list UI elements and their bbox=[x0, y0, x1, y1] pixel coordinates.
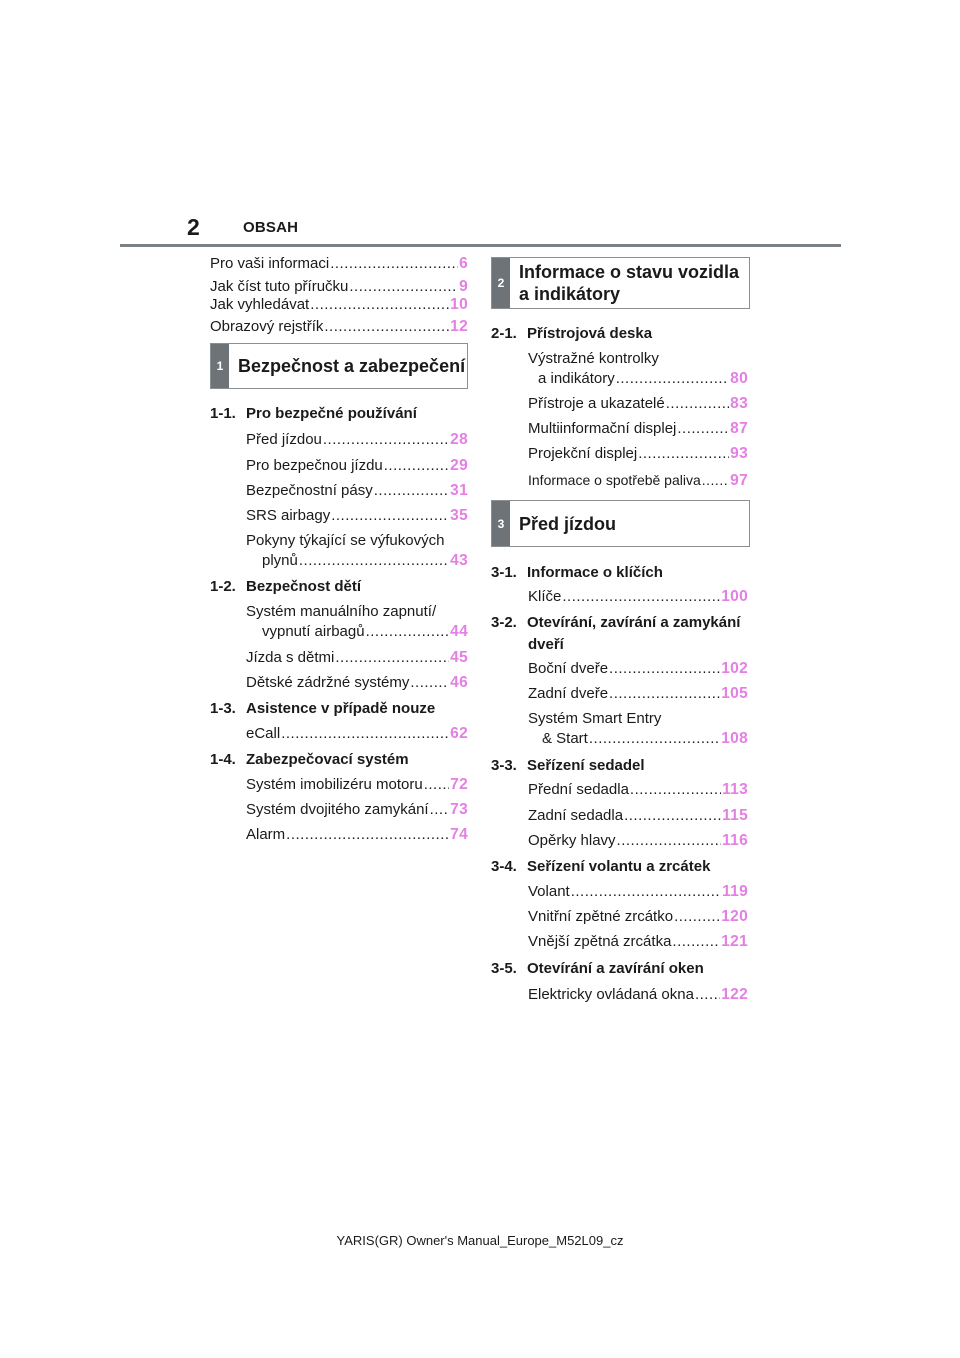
toc-entry-label: Boční dveře bbox=[528, 660, 609, 677]
toc-entry-label: Informace o spotřebě paliva bbox=[528, 472, 701, 488]
dot-leader bbox=[630, 780, 721, 800]
chapter-title: Informace o stavu vozidla a indikátory bbox=[519, 262, 740, 304]
section-heading: 3-1. Informace o klíčích bbox=[491, 564, 663, 581]
section-heading: 1-4. Zabezpečovací systém bbox=[210, 751, 409, 768]
dot-leader bbox=[702, 470, 729, 490]
toc-entry[interactable] bbox=[210, 317, 468, 337]
toc-entry-label: Přední sedadla bbox=[528, 781, 629, 798]
dot-leader bbox=[674, 907, 720, 927]
toc-entry[interactable] bbox=[246, 506, 468, 526]
dot-leader bbox=[323, 430, 449, 450]
toc-entry-label: Vnější zpětná zrcátka bbox=[528, 933, 672, 950]
toc-entry-label: Obrazový rejstřík bbox=[210, 318, 324, 335]
dot-leader bbox=[609, 659, 720, 679]
dot-leader bbox=[695, 985, 720, 1005]
toc-entry-label: eCall bbox=[246, 725, 281, 742]
header-divider bbox=[120, 244, 841, 247]
toc-entry-page[interactable]: 6 bbox=[459, 255, 468, 272]
toc-entry-label: Jízda s dětmi bbox=[246, 649, 335, 666]
dot-leader bbox=[299, 551, 449, 571]
dot-leader bbox=[617, 831, 722, 851]
footer-manual-id: YARIS(GR) Owner's Manual_Europe_M52L09_cz bbox=[336, 1233, 624, 1248]
toc-entry-page[interactable]: 44 bbox=[450, 623, 468, 640]
toc-entry[interactable] bbox=[528, 907, 748, 927]
toc-entry-page[interactable]: 12 bbox=[450, 318, 468, 335]
section-heading: 3-5. Otevírání a zavírání oken bbox=[491, 960, 704, 977]
dot-leader bbox=[281, 724, 449, 744]
toc-entry-label: Vnitřní zpětné zrcátko bbox=[528, 908, 674, 925]
toc-entry-page[interactable]: 29 bbox=[450, 457, 468, 474]
toc-entry[interactable] bbox=[528, 419, 748, 439]
toc-entry[interactable] bbox=[528, 831, 748, 851]
dot-leader bbox=[324, 317, 449, 337]
toc-entry-page[interactable]: 108 bbox=[721, 730, 748, 747]
toc-entry-label: Před jízdou bbox=[246, 431, 322, 448]
toc-entry-label: Bezpečnostní pásy bbox=[246, 482, 373, 499]
toc-entry-page[interactable]: 45 bbox=[450, 649, 468, 666]
toc-entry-label: Projekční displej bbox=[528, 445, 638, 462]
toc-entry-page[interactable]: 46 bbox=[450, 674, 468, 691]
chapter-2-box[interactable] bbox=[491, 257, 750, 309]
toc-entry-page[interactable]: 102 bbox=[721, 660, 748, 677]
toc-entry[interactable] bbox=[542, 729, 748, 749]
chapter-number-tab: 2 bbox=[492, 258, 510, 308]
section-heading: 1-1. Pro bezpečné používání bbox=[210, 405, 417, 422]
toc-entry-label: Jak vyhledávat bbox=[210, 296, 310, 313]
toc-entry-page[interactable]: 93 bbox=[730, 445, 748, 462]
chapter-1-box[interactable] bbox=[210, 343, 468, 389]
toc-entry-label: Jak číst tuto příručku bbox=[210, 278, 349, 295]
toc-entry[interactable] bbox=[246, 673, 468, 693]
dot-leader bbox=[677, 419, 729, 439]
toc-entry[interactable] bbox=[246, 775, 468, 795]
toc-entry[interactable] bbox=[528, 444, 748, 464]
toc-entry[interactable] bbox=[262, 622, 468, 642]
toc-entry-label: plynů bbox=[262, 552, 298, 569]
toc-entry-label-line1: Systém Smart Entry bbox=[528, 710, 662, 727]
dot-leader bbox=[562, 587, 720, 607]
toc-entry-page[interactable]: 72 bbox=[450, 776, 468, 793]
toc-entry[interactable] bbox=[528, 780, 748, 800]
toc-entry[interactable] bbox=[528, 684, 748, 704]
toc-entry-label: Přístroje a ukazatelé bbox=[528, 395, 665, 412]
toc-entry[interactable] bbox=[246, 825, 468, 845]
toc-entry[interactable] bbox=[246, 724, 468, 744]
toc-entry[interactable] bbox=[210, 277, 468, 297]
toc-entry[interactable] bbox=[528, 470, 748, 491]
toc-entry[interactable] bbox=[246, 456, 468, 476]
dot-leader bbox=[666, 394, 729, 414]
toc-entry-label: Zadní dveře bbox=[528, 685, 609, 702]
toc-entry-page[interactable]: 100 bbox=[721, 588, 748, 605]
dot-leader bbox=[330, 254, 458, 274]
toc-entry[interactable] bbox=[528, 659, 748, 679]
dot-leader bbox=[609, 684, 720, 704]
toc-entry[interactable] bbox=[246, 430, 468, 450]
toc-entry[interactable] bbox=[528, 394, 748, 414]
dot-leader bbox=[349, 277, 458, 297]
toc-entry-page[interactable]: 122 bbox=[721, 986, 748, 1003]
toc-entry-label: a indikátory bbox=[538, 370, 615, 387]
toc-entry[interactable] bbox=[528, 932, 748, 952]
toc-entry-label: Pro bezpečnou jízdu bbox=[246, 457, 383, 474]
chapter-number-tab: 3 bbox=[492, 501, 510, 546]
section-heading: 3-3. Seřízení sedadel bbox=[491, 757, 645, 774]
toc-entry-page[interactable]: 43 bbox=[450, 552, 468, 569]
toc-entry-page[interactable]: 121 bbox=[721, 933, 748, 950]
toc-entry-page[interactable]: 73 bbox=[450, 801, 468, 818]
toc-entry-page[interactable]: 119 bbox=[722, 883, 748, 900]
section-heading: 1-3. Asistence v případě nouze bbox=[210, 700, 436, 717]
toc-entry-page[interactable]: 10 bbox=[450, 296, 468, 313]
section-heading: 3-2. Otevírání, zavírání a zamykání bbox=[491, 614, 741, 631]
section-heading: 2-1. Přístrojová deska bbox=[491, 325, 653, 342]
toc-entry-label-line1: Výstražné kontrolky bbox=[528, 350, 659, 367]
toc-entry[interactable] bbox=[528, 882, 748, 902]
dot-leader bbox=[589, 729, 720, 749]
toc-entry-label: Zadní sedadla bbox=[528, 807, 624, 824]
dot-leader bbox=[672, 932, 720, 952]
dot-leader bbox=[366, 622, 450, 642]
toc-entry-page[interactable]: 120 bbox=[721, 908, 748, 925]
toc-entry-label-line1: Systém manuálního zapnutí/ bbox=[246, 603, 437, 620]
dot-leader bbox=[335, 648, 449, 668]
toc-entry-page[interactable]: 116 bbox=[722, 832, 748, 849]
dot-leader bbox=[410, 673, 449, 693]
toc-entry-label: Alarm bbox=[246, 826, 286, 843]
chapter-number-tab: 1 bbox=[211, 344, 229, 388]
chapter-3-box[interactable] bbox=[491, 500, 750, 547]
toc-entry[interactable] bbox=[210, 295, 468, 315]
toc-entry-label: Multiinformační displej bbox=[528, 420, 677, 437]
chapter-title: Bezpečnost a zabezpečení bbox=[238, 356, 466, 376]
dot-leader bbox=[571, 882, 721, 902]
toc-entry-page[interactable]: 105 bbox=[721, 685, 748, 702]
dot-leader bbox=[430, 800, 450, 820]
toc-entry[interactable] bbox=[538, 369, 748, 389]
toc-entry-label: Opěrky hlavy bbox=[528, 832, 616, 849]
dot-leader bbox=[286, 825, 449, 845]
dot-leader bbox=[624, 806, 721, 826]
section-heading-line2: dveří bbox=[528, 636, 564, 653]
toc-entry-label: & Start bbox=[542, 730, 588, 747]
toc-entry-page[interactable]: 35 bbox=[450, 507, 468, 524]
toc-entry[interactable] bbox=[210, 254, 468, 274]
toc-entry-label: Volant bbox=[528, 883, 570, 900]
toc-entry-page[interactable]: 83 bbox=[730, 395, 748, 412]
toc-entry-page[interactable]: 28 bbox=[450, 431, 468, 448]
toc-entry-page[interactable]: 31 bbox=[450, 482, 468, 499]
dot-leader bbox=[374, 481, 449, 501]
chapter-title: Před jízdou bbox=[519, 513, 617, 534]
toc-entry-label: SRS airbagy bbox=[246, 507, 331, 524]
toc-entry[interactable] bbox=[528, 806, 748, 826]
toc-entry-label-line1: Pokyny týkající se výfukových bbox=[246, 532, 445, 549]
section-heading: 1-2. Bezpečnost dětí bbox=[210, 578, 362, 595]
dot-leader bbox=[638, 444, 729, 464]
toc-entry-page[interactable]: 80 bbox=[730, 370, 748, 387]
toc-entry-label: vypnutí airbagů bbox=[262, 623, 365, 640]
toc-entry-page[interactable]: 9 bbox=[459, 278, 468, 295]
toc-entry-label: Klíče bbox=[528, 588, 562, 605]
toc-entry-page[interactable]: 97 bbox=[730, 472, 748, 489]
page-title: OBSAH bbox=[243, 219, 299, 236]
toc-entry[interactable] bbox=[262, 551, 468, 571]
section-heading: 3-4. Seřízení volantu a zrcátek bbox=[491, 858, 711, 875]
toc-entry-page[interactable]: 62 bbox=[450, 725, 468, 742]
dot-leader bbox=[384, 456, 449, 476]
toc-entry[interactable] bbox=[528, 985, 748, 1005]
toc-entry[interactable] bbox=[246, 800, 468, 820]
toc-entry-label: Dětské zádržné systémy bbox=[246, 674, 410, 691]
dot-leader bbox=[424, 775, 449, 795]
dot-leader bbox=[310, 295, 449, 315]
toc-entry-page[interactable]: 115 bbox=[722, 807, 748, 824]
toc-entry-label: Pro vaši informaci bbox=[210, 255, 330, 272]
toc-entry-page[interactable]: 113 bbox=[722, 781, 748, 798]
toc-entry-label: Systém dvojitého zamykání bbox=[246, 801, 429, 818]
toc-entry[interactable] bbox=[528, 587, 748, 607]
toc-entry[interactable] bbox=[246, 481, 468, 501]
toc-entry-label: Systém imobilizéru motoru bbox=[246, 776, 423, 793]
toc-entry-page[interactable]: 87 bbox=[730, 420, 748, 437]
toc-entry-label: Elektricky ovládaná okna bbox=[528, 986, 694, 1003]
dot-leader bbox=[331, 506, 449, 526]
page-number: 2 bbox=[187, 214, 200, 240]
toc-entry-page[interactable]: 74 bbox=[450, 826, 468, 843]
dot-leader bbox=[616, 369, 729, 389]
toc-entry[interactable] bbox=[246, 648, 468, 668]
